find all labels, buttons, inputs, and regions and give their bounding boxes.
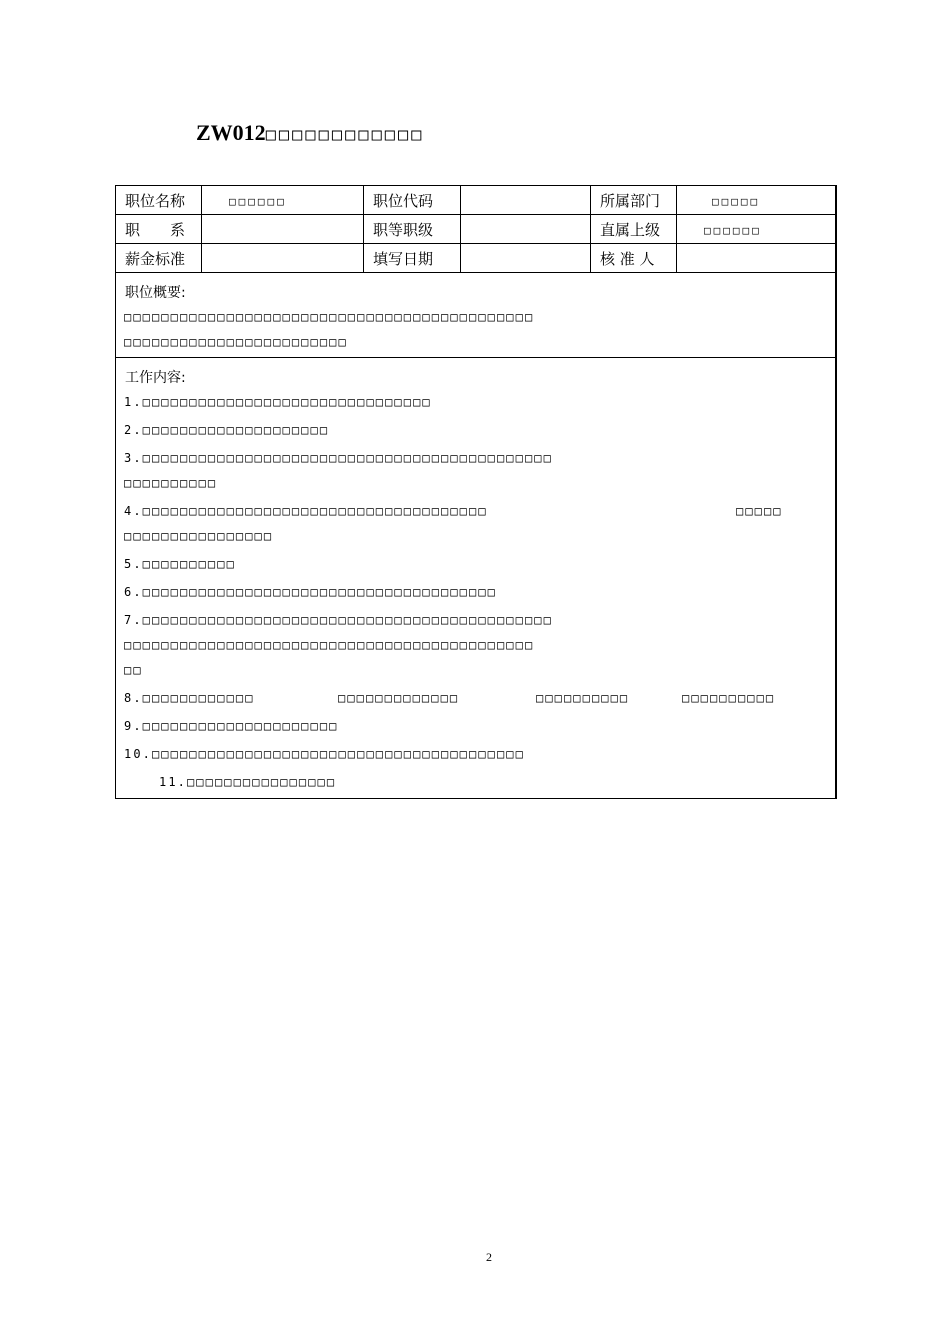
salary-label: 薪金标准 [116, 244, 202, 273]
work-item-3-cont: □□□□□□□□□□ [124, 476, 218, 490]
work-content-section [115, 358, 837, 799]
position-info-table [115, 185, 837, 273]
approver-label: 核 准 人 [591, 244, 677, 273]
position-code-value [461, 186, 591, 215]
department-value: □□□□□ [677, 186, 836, 215]
approver-value [677, 244, 836, 273]
fill-date-label: 填写日期 [364, 244, 461, 273]
superior-label: 直属上级 [591, 215, 677, 244]
work-item-10: 10.□□□□□□□□□□□□□□□□□□□□□□□□□□□□□□□□□□□□□□□□ [124, 747, 525, 761]
work-heading: 工作内容: [125, 370, 186, 386]
work-item-8-part: □□□□□□□□□□ [682, 691, 776, 705]
position-summary-section [115, 273, 837, 358]
work-item-8-part: □□□□□□□□□□ [536, 691, 630, 705]
document-title-text: □□□□□□□□□□□□ [265, 125, 425, 145]
superior-value: □□□□□□ [677, 215, 836, 244]
summary-line: □□□□□□□□□□□□□□□□□□□□□□□□□□□□□□□□□□□□□□□□□□□□ [124, 310, 535, 324]
position-name-value: □□□□□□ [202, 186, 364, 215]
document-title [196, 120, 425, 146]
series-value [202, 215, 364, 244]
work-item-9: 9.□□□□□□□□□□□□□□□□□□□□□ [124, 719, 339, 733]
work-item-3: 3.□□□□□□□□□□□□□□□□□□□□□□□□□□□□□□□□□□□□□□□□□□□□ [124, 451, 553, 465]
work-item-4-tail: □□□□□ [736, 504, 783, 518]
grade-value [461, 215, 591, 244]
work-item-4-cont: □□□□□□□□□□□□□□□□ [124, 529, 274, 543]
work-item-7: 7.□□□□□□□□□□□□□□□□□□□□□□□□□□□□□□□□□□□□□□□□□□□□ [124, 613, 553, 627]
table-row [116, 215, 836, 244]
document-code: ZW012 [196, 120, 266, 145]
work-item-4: 4.□□□□□□□□□□□□□□□□□□□□□□□□□□□□□□□□□□□□□ [124, 504, 488, 518]
work-item-11: 11.□□□□□□□□□□□□□□□□ [159, 775, 337, 789]
salary-value [202, 244, 364, 273]
work-item-5: 5.□□□□□□□□□□ [124, 557, 236, 571]
work-item-1: 1.□□□□□□□□□□□□□□□□□□□□□□□□□□□□□□□ [124, 395, 432, 409]
work-item-8-part: □□□□□□□□□□□□□ [338, 691, 460, 705]
work-item-2: 2.□□□□□□□□□□□□□□□□□□□□ [124, 423, 330, 437]
position-code-label: 职位代码 [364, 186, 461, 215]
summary-heading: 职位概要: [125, 285, 186, 301]
work-item-8: 8.□□□□□□□□□□□□ [124, 691, 255, 705]
work-item-6: 6.□□□□□□□□□□□□□□□□□□□□□□□□□□□□□□□□□□□□□□ [124, 585, 497, 599]
position-name-label: 职位名称 [116, 186, 202, 215]
grade-label: 职等职级 [364, 215, 461, 244]
series-label: 职 系 [116, 215, 202, 244]
summary-line: □□□□□□□□□□□□□□□□□□□□□□□□ [124, 335, 348, 349]
page-number: 2 [486, 1250, 492, 1264]
table-row [116, 244, 836, 273]
work-item-7-cont: □□ [124, 663, 143, 677]
work-item-7-cont: □□□□□□□□□□□□□□□□□□□□□□□□□□□□□□□□□□□□□□□□□□□□ [124, 638, 535, 652]
fill-date-value [461, 244, 591, 273]
table-row [116, 186, 836, 215]
department-label: 所属部门 [591, 186, 677, 215]
